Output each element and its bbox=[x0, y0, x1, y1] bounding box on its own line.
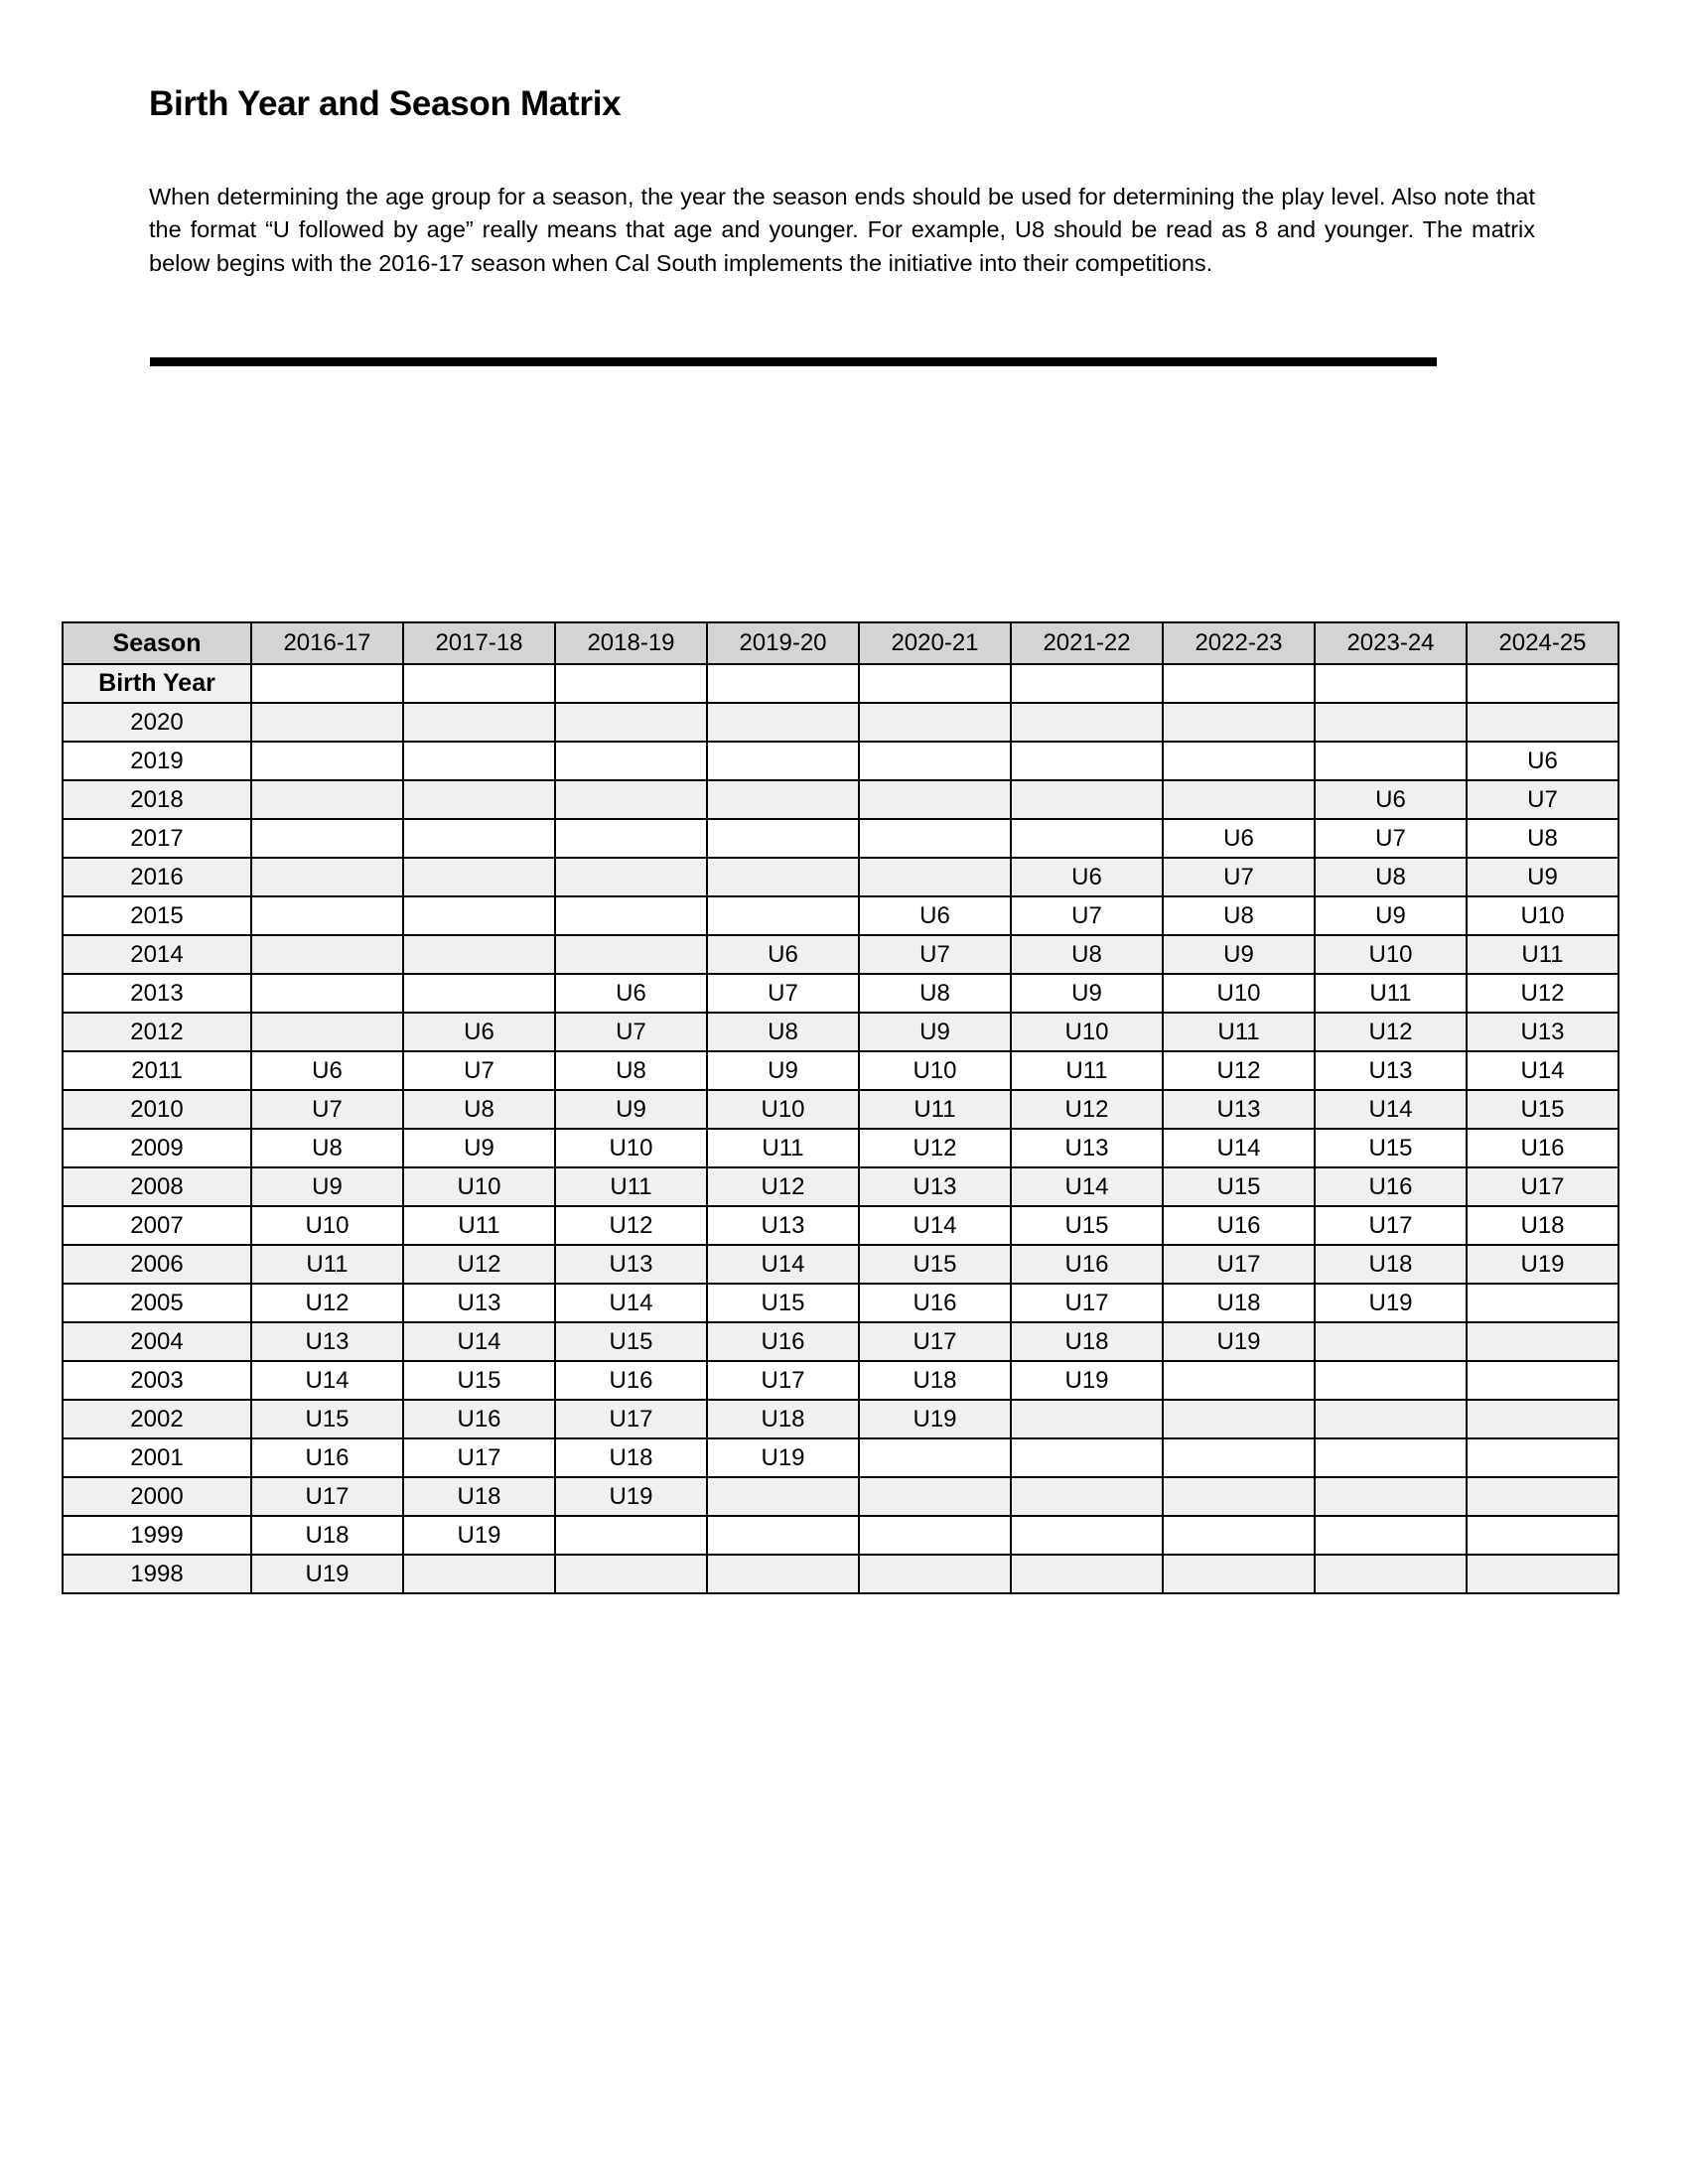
empty-cell bbox=[555, 1555, 707, 1593]
empty-cell bbox=[251, 1013, 403, 1051]
empty-cell bbox=[1467, 1438, 1618, 1477]
age-group-cell: U6 bbox=[859, 896, 1011, 935]
age-group-cell: U13 bbox=[859, 1167, 1011, 1206]
age-group-cell: U9 bbox=[859, 1013, 1011, 1051]
empty-cell bbox=[1163, 664, 1315, 703]
age-group-cell: U8 bbox=[1163, 896, 1315, 935]
empty-cell bbox=[1011, 1400, 1163, 1438]
age-group-cell: U6 bbox=[1467, 742, 1618, 780]
empty-cell bbox=[1163, 1400, 1315, 1438]
empty-cell bbox=[859, 1516, 1011, 1555]
empty-cell bbox=[1163, 1516, 1315, 1555]
age-group-cell: U17 bbox=[1011, 1284, 1163, 1322]
column-header-season: 2018-19 bbox=[555, 622, 707, 664]
age-group-cell: U14 bbox=[859, 1206, 1011, 1245]
age-group-cell: U10 bbox=[1315, 935, 1467, 974]
age-group-cell: U11 bbox=[859, 1090, 1011, 1129]
age-group-cell: U18 bbox=[859, 1361, 1011, 1400]
empty-cell bbox=[707, 896, 859, 935]
table-row bbox=[63, 1284, 1618, 1322]
empty-cell bbox=[1011, 664, 1163, 703]
row-header-birth-year: 2016 bbox=[63, 858, 251, 896]
age-group-cell: U19 bbox=[251, 1555, 403, 1593]
empty-cell bbox=[251, 858, 403, 896]
age-group-cell: U8 bbox=[555, 1051, 707, 1090]
column-header-season: 2016-17 bbox=[251, 622, 403, 664]
age-group-cell: U14 bbox=[1011, 1167, 1163, 1206]
empty-cell bbox=[859, 1438, 1011, 1477]
age-group-cell: U17 bbox=[859, 1322, 1011, 1361]
empty-cell bbox=[403, 664, 555, 703]
empty-cell bbox=[1011, 780, 1163, 819]
age-group-cell: U6 bbox=[555, 974, 707, 1013]
empty-cell bbox=[1163, 703, 1315, 742]
table-row bbox=[63, 1013, 1618, 1051]
empty-cell bbox=[1011, 1516, 1163, 1555]
table-row bbox=[63, 1206, 1618, 1245]
column-header-season: 2019-20 bbox=[707, 622, 859, 664]
row-header-birth-year: 2000 bbox=[63, 1477, 251, 1516]
empty-cell bbox=[403, 935, 555, 974]
age-group-cell: U19 bbox=[1315, 1284, 1467, 1322]
empty-cell bbox=[1163, 780, 1315, 819]
row-header-birth-year: 2009 bbox=[63, 1129, 251, 1167]
age-group-cell: U9 bbox=[1011, 974, 1163, 1013]
table-row bbox=[63, 819, 1618, 858]
table-row bbox=[63, 858, 1618, 896]
empty-cell bbox=[707, 1555, 859, 1593]
age-group-cell: U10 bbox=[859, 1051, 1011, 1090]
empty-cell bbox=[251, 742, 403, 780]
birth-year-axis-label: Birth Year bbox=[63, 664, 251, 703]
age-group-cell: U11 bbox=[555, 1167, 707, 1206]
age-group-cell: U8 bbox=[1315, 858, 1467, 896]
table-row bbox=[63, 1516, 1618, 1555]
empty-cell bbox=[251, 780, 403, 819]
age-group-cell: U14 bbox=[403, 1322, 555, 1361]
empty-cell bbox=[1467, 1322, 1618, 1361]
column-header-season: 2020-21 bbox=[859, 622, 1011, 664]
age-group-cell: U12 bbox=[1163, 1051, 1315, 1090]
age-group-cell: U8 bbox=[251, 1129, 403, 1167]
age-group-cell: U19 bbox=[1011, 1361, 1163, 1400]
empty-cell bbox=[1467, 664, 1618, 703]
row-header-birth-year: 2002 bbox=[63, 1400, 251, 1438]
age-group-cell: U16 bbox=[1163, 1206, 1315, 1245]
empty-cell bbox=[859, 703, 1011, 742]
birth-year-label-row bbox=[63, 664, 1618, 703]
table-row bbox=[63, 896, 1618, 935]
age-group-cell: U14 bbox=[1163, 1129, 1315, 1167]
age-group-cell: U15 bbox=[555, 1322, 707, 1361]
empty-cell bbox=[707, 1477, 859, 1516]
age-group-cell: U18 bbox=[403, 1477, 555, 1516]
row-header-birth-year: 1999 bbox=[63, 1516, 251, 1555]
age-group-cell: U11 bbox=[707, 1129, 859, 1167]
age-group-cell: U10 bbox=[1163, 974, 1315, 1013]
season-corner-label: Season bbox=[63, 622, 251, 664]
empty-cell bbox=[251, 819, 403, 858]
matrix-table bbox=[62, 621, 1619, 1594]
age-group-cell: U7 bbox=[251, 1090, 403, 1129]
empty-cell bbox=[251, 896, 403, 935]
empty-cell bbox=[555, 896, 707, 935]
age-group-cell: U19 bbox=[707, 1438, 859, 1477]
age-group-cell: U16 bbox=[1011, 1245, 1163, 1284]
age-group-cell: U7 bbox=[1315, 819, 1467, 858]
empty-cell bbox=[403, 819, 555, 858]
table-row bbox=[63, 1090, 1618, 1129]
age-group-cell: U17 bbox=[1315, 1206, 1467, 1245]
row-header-birth-year: 2006 bbox=[63, 1245, 251, 1284]
age-group-cell: U8 bbox=[1467, 819, 1618, 858]
table-row bbox=[63, 742, 1618, 780]
row-header-birth-year: 2014 bbox=[63, 935, 251, 974]
age-group-cell: U13 bbox=[1467, 1013, 1618, 1051]
empty-cell bbox=[707, 858, 859, 896]
age-group-cell: U19 bbox=[859, 1400, 1011, 1438]
age-group-cell: U11 bbox=[1163, 1013, 1315, 1051]
birth-year-season-matrix bbox=[62, 621, 1619, 1594]
age-group-cell: U16 bbox=[1315, 1167, 1467, 1206]
empty-cell bbox=[403, 742, 555, 780]
age-group-cell: U6 bbox=[1011, 858, 1163, 896]
age-group-cell: U17 bbox=[403, 1438, 555, 1477]
age-group-cell: U16 bbox=[859, 1284, 1011, 1322]
age-group-cell: U6 bbox=[1315, 780, 1467, 819]
empty-cell bbox=[1467, 703, 1618, 742]
empty-cell bbox=[859, 742, 1011, 780]
age-group-cell: U13 bbox=[707, 1206, 859, 1245]
age-group-cell: U8 bbox=[403, 1090, 555, 1129]
table-row bbox=[63, 1129, 1618, 1167]
age-group-cell: U14 bbox=[251, 1361, 403, 1400]
empty-cell bbox=[1163, 1555, 1315, 1593]
row-header-birth-year: 2007 bbox=[63, 1206, 251, 1245]
row-header-birth-year: 2018 bbox=[63, 780, 251, 819]
empty-cell bbox=[1315, 742, 1467, 780]
empty-cell bbox=[1467, 1477, 1618, 1516]
table-row bbox=[63, 974, 1618, 1013]
age-group-cell: U16 bbox=[251, 1438, 403, 1477]
age-group-cell: U8 bbox=[859, 974, 1011, 1013]
empty-cell bbox=[859, 1477, 1011, 1516]
age-group-cell: U6 bbox=[707, 935, 859, 974]
empty-cell bbox=[1011, 1477, 1163, 1516]
empty-cell bbox=[707, 1516, 859, 1555]
age-group-cell: U14 bbox=[555, 1284, 707, 1322]
table-row bbox=[63, 1322, 1618, 1361]
empty-cell bbox=[555, 819, 707, 858]
age-group-cell: U10 bbox=[403, 1167, 555, 1206]
age-group-cell: U15 bbox=[859, 1245, 1011, 1284]
row-header-birth-year: 2015 bbox=[63, 896, 251, 935]
table-row bbox=[63, 1245, 1618, 1284]
empty-cell bbox=[403, 780, 555, 819]
age-group-cell: U10 bbox=[707, 1090, 859, 1129]
age-group-cell: U11 bbox=[251, 1245, 403, 1284]
age-group-cell: U18 bbox=[251, 1516, 403, 1555]
empty-cell bbox=[707, 664, 859, 703]
age-group-cell: U12 bbox=[1467, 974, 1618, 1013]
age-group-cell: U13 bbox=[1163, 1090, 1315, 1129]
empty-cell bbox=[1315, 703, 1467, 742]
empty-cell bbox=[251, 974, 403, 1013]
empty-cell bbox=[555, 664, 707, 703]
age-group-cell: U13 bbox=[1011, 1129, 1163, 1167]
age-group-cell: U10 bbox=[1011, 1013, 1163, 1051]
age-group-cell: U13 bbox=[1315, 1051, 1467, 1090]
empty-cell bbox=[1467, 1516, 1618, 1555]
age-group-cell: U17 bbox=[1163, 1245, 1315, 1284]
age-group-cell: U17 bbox=[1467, 1167, 1618, 1206]
row-header-birth-year: 1998 bbox=[63, 1555, 251, 1593]
age-group-cell: U7 bbox=[707, 974, 859, 1013]
age-group-cell: U15 bbox=[1467, 1090, 1618, 1129]
age-group-cell: U10 bbox=[1467, 896, 1618, 935]
age-group-cell: U18 bbox=[707, 1400, 859, 1438]
empty-cell bbox=[1467, 1361, 1618, 1400]
age-group-cell: U7 bbox=[555, 1013, 707, 1051]
age-group-cell: U6 bbox=[403, 1013, 555, 1051]
age-group-cell: U9 bbox=[1315, 896, 1467, 935]
empty-cell bbox=[1315, 664, 1467, 703]
empty-cell bbox=[707, 780, 859, 819]
empty-cell bbox=[251, 664, 403, 703]
table-row bbox=[63, 1167, 1618, 1206]
matrix-head bbox=[63, 622, 1618, 703]
age-group-cell: U10 bbox=[251, 1206, 403, 1245]
table-row bbox=[63, 703, 1618, 742]
age-group-cell: U12 bbox=[403, 1245, 555, 1284]
empty-cell bbox=[1467, 1284, 1618, 1322]
age-group-cell: U12 bbox=[1315, 1013, 1467, 1051]
empty-cell bbox=[1315, 1477, 1467, 1516]
age-group-cell: U15 bbox=[1011, 1206, 1163, 1245]
empty-cell bbox=[1315, 1516, 1467, 1555]
age-group-cell: U9 bbox=[1467, 858, 1618, 896]
column-header-season: 2024-25 bbox=[1467, 622, 1618, 664]
age-group-cell: U7 bbox=[1467, 780, 1618, 819]
age-group-cell: U9 bbox=[403, 1129, 555, 1167]
empty-cell bbox=[707, 819, 859, 858]
empty-cell bbox=[1011, 703, 1163, 742]
empty-cell bbox=[707, 703, 859, 742]
horizontal-rule-divider bbox=[150, 357, 1437, 366]
empty-cell bbox=[859, 780, 1011, 819]
age-group-cell: U12 bbox=[859, 1129, 1011, 1167]
empty-cell bbox=[1315, 1438, 1467, 1477]
age-group-cell: U8 bbox=[707, 1013, 859, 1051]
age-group-cell: U7 bbox=[403, 1051, 555, 1090]
table-row bbox=[63, 780, 1618, 819]
row-header-birth-year: 2017 bbox=[63, 819, 251, 858]
row-header-birth-year: 2019 bbox=[63, 742, 251, 780]
empty-cell bbox=[859, 858, 1011, 896]
row-header-birth-year: 2008 bbox=[63, 1167, 251, 1206]
age-group-cell: U6 bbox=[251, 1051, 403, 1090]
age-group-cell: U17 bbox=[555, 1400, 707, 1438]
age-group-cell: U16 bbox=[1467, 1129, 1618, 1167]
empty-cell bbox=[1011, 1438, 1163, 1477]
empty-cell bbox=[403, 703, 555, 742]
empty-cell bbox=[555, 858, 707, 896]
age-group-cell: U12 bbox=[1011, 1090, 1163, 1129]
row-header-birth-year: 2012 bbox=[63, 1013, 251, 1051]
age-group-cell: U6 bbox=[1163, 819, 1315, 858]
table-header-row bbox=[63, 622, 1618, 664]
age-group-cell: U18 bbox=[555, 1438, 707, 1477]
empty-cell bbox=[555, 935, 707, 974]
age-group-cell: U12 bbox=[555, 1206, 707, 1245]
age-group-cell: U18 bbox=[1467, 1206, 1618, 1245]
row-header-birth-year: 2004 bbox=[63, 1322, 251, 1361]
matrix-body bbox=[63, 703, 1618, 1593]
table-row bbox=[63, 935, 1618, 974]
age-group-cell: U9 bbox=[1163, 935, 1315, 974]
empty-cell bbox=[555, 780, 707, 819]
age-group-cell: U11 bbox=[403, 1206, 555, 1245]
age-group-cell: U12 bbox=[251, 1284, 403, 1322]
row-header-birth-year: 2013 bbox=[63, 974, 251, 1013]
age-group-cell: U9 bbox=[707, 1051, 859, 1090]
empty-cell bbox=[403, 896, 555, 935]
empty-cell bbox=[1011, 1555, 1163, 1593]
empty-cell bbox=[1315, 1322, 1467, 1361]
age-group-cell: U8 bbox=[1011, 935, 1163, 974]
empty-cell bbox=[1163, 1438, 1315, 1477]
age-group-cell: U11 bbox=[1315, 974, 1467, 1013]
age-group-cell: U14 bbox=[1315, 1090, 1467, 1129]
empty-cell bbox=[1163, 1477, 1315, 1516]
empty-cell bbox=[1315, 1361, 1467, 1400]
empty-cell bbox=[403, 1555, 555, 1593]
age-group-cell: U16 bbox=[555, 1361, 707, 1400]
table-row bbox=[63, 1051, 1618, 1090]
row-header-birth-year: 2001 bbox=[63, 1438, 251, 1477]
age-group-cell: U15 bbox=[1315, 1129, 1467, 1167]
age-group-cell: U15 bbox=[707, 1284, 859, 1322]
row-header-birth-year: 2011 bbox=[63, 1051, 251, 1090]
age-group-cell: U12 bbox=[707, 1167, 859, 1206]
age-group-cell: U18 bbox=[1163, 1284, 1315, 1322]
empty-cell bbox=[555, 703, 707, 742]
age-group-cell: U7 bbox=[859, 935, 1011, 974]
age-group-cell: U9 bbox=[555, 1090, 707, 1129]
age-group-cell: U14 bbox=[707, 1245, 859, 1284]
age-group-cell: U13 bbox=[251, 1322, 403, 1361]
age-group-cell: U13 bbox=[555, 1245, 707, 1284]
empty-cell bbox=[1315, 1400, 1467, 1438]
empty-cell bbox=[707, 742, 859, 780]
intro-paragraph: When determining the age group for a season, the year the season ends should be used for determining the play level. Also note that the format “U followed by age” really means that age and younger. For example, U8 should be read as 8 and younger. The matrix below begins with the 2016-17 season when Cal South implements the initiative into their competitions. bbox=[149, 183, 1535, 276]
row-header-birth-year: 2005 bbox=[63, 1284, 251, 1322]
empty-cell bbox=[1467, 1400, 1618, 1438]
column-header-season: 2022-23 bbox=[1163, 622, 1315, 664]
age-group-cell: U18 bbox=[1315, 1245, 1467, 1284]
age-group-cell: U11 bbox=[1467, 935, 1618, 974]
table-row bbox=[63, 1400, 1618, 1438]
age-group-cell: U14 bbox=[1467, 1051, 1618, 1090]
age-group-cell: U9 bbox=[251, 1167, 403, 1206]
empty-cell bbox=[1011, 819, 1163, 858]
empty-cell bbox=[403, 858, 555, 896]
row-header-birth-year: 2003 bbox=[63, 1361, 251, 1400]
table-row bbox=[63, 1555, 1618, 1593]
age-group-cell: U15 bbox=[251, 1400, 403, 1438]
age-group-cell: U16 bbox=[403, 1400, 555, 1438]
empty-cell bbox=[403, 974, 555, 1013]
age-group-cell: U18 bbox=[1011, 1322, 1163, 1361]
table-row bbox=[63, 1361, 1618, 1400]
empty-cell bbox=[555, 742, 707, 780]
empty-cell bbox=[859, 664, 1011, 703]
age-group-cell: U7 bbox=[1163, 858, 1315, 896]
age-group-cell: U19 bbox=[555, 1477, 707, 1516]
column-header-season: 2021-22 bbox=[1011, 622, 1163, 664]
age-group-cell: U11 bbox=[1011, 1051, 1163, 1090]
age-group-cell: U17 bbox=[707, 1361, 859, 1400]
age-group-cell: U17 bbox=[251, 1477, 403, 1516]
age-group-cell: U10 bbox=[555, 1129, 707, 1167]
age-group-cell: U19 bbox=[1163, 1322, 1315, 1361]
empty-cell bbox=[1467, 1555, 1618, 1593]
empty-cell bbox=[859, 819, 1011, 858]
empty-cell bbox=[1163, 742, 1315, 780]
row-header-birth-year: 2020 bbox=[63, 703, 251, 742]
table-row bbox=[63, 1477, 1618, 1516]
empty-cell bbox=[251, 935, 403, 974]
age-group-cell: U15 bbox=[403, 1361, 555, 1400]
empty-cell bbox=[859, 1555, 1011, 1593]
table-row bbox=[63, 1438, 1618, 1477]
age-group-cell: U7 bbox=[1011, 896, 1163, 935]
age-group-cell: U19 bbox=[403, 1516, 555, 1555]
empty-cell bbox=[1315, 1555, 1467, 1593]
age-group-cell: U16 bbox=[707, 1322, 859, 1361]
empty-cell bbox=[1011, 742, 1163, 780]
age-group-cell: U13 bbox=[403, 1284, 555, 1322]
empty-cell bbox=[555, 1516, 707, 1555]
page-title: Birth Year and Season Matrix bbox=[149, 84, 622, 124]
empty-cell bbox=[251, 703, 403, 742]
age-group-cell: U15 bbox=[1163, 1167, 1315, 1206]
column-header-season: 2017-18 bbox=[403, 622, 555, 664]
age-group-cell: U19 bbox=[1467, 1245, 1618, 1284]
row-header-birth-year: 2010 bbox=[63, 1090, 251, 1129]
column-header-season: 2023-24 bbox=[1315, 622, 1467, 664]
empty-cell bbox=[1163, 1361, 1315, 1400]
